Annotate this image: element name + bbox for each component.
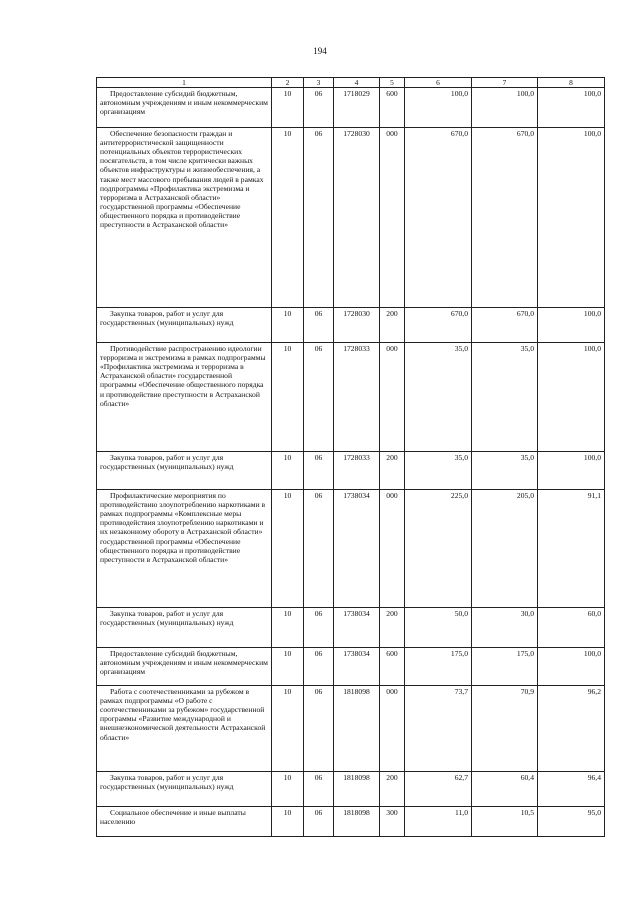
cell-section: 10 xyxy=(272,343,304,452)
cell-percent: 95,0 xyxy=(538,807,605,837)
cell-expense-type: 600 xyxy=(380,88,405,128)
row-description: Противодействие распространению идеологии терроризма и экстремизма в рамках подпрограммы «Профилактика экстремизма и терроризма в Астраханской области» государственной программы «Обеспечение общественного порядка и противодействие преступности в Астраханской области» xyxy=(97,343,272,452)
header-cell: 4 xyxy=(334,78,380,88)
table-row xyxy=(97,772,605,807)
cell-percent: 96,4 xyxy=(538,772,605,807)
cell-executed: 70,9 xyxy=(472,686,538,772)
cell-subsection: 06 xyxy=(304,490,334,608)
row-description: Предоставление субсидий бюджетным, автономным учреждениям и иным некоммерческим организациям xyxy=(97,88,272,128)
cell-planned: 50,0 xyxy=(405,608,472,648)
cell-subsection: 06 xyxy=(304,343,334,452)
cell-target-item: 1728030 xyxy=(334,128,380,308)
row-description: Социальное обеспечение и иные выплаты населению xyxy=(97,807,272,837)
cell-planned: 62,7 xyxy=(405,772,472,807)
cell-expense-type: 300 xyxy=(380,807,405,837)
cell-expense-type: 000 xyxy=(380,686,405,772)
cell-section: 10 xyxy=(272,648,304,686)
cell-executed: 670,0 xyxy=(472,128,538,308)
table-row xyxy=(97,452,605,490)
cell-percent: 100,0 xyxy=(538,452,605,490)
cell-subsection: 06 xyxy=(304,648,334,686)
cell-expense-type: 200 xyxy=(380,308,405,343)
cell-percent: 100,0 xyxy=(538,128,605,308)
cell-planned: 670,0 xyxy=(405,308,472,343)
cell-section: 10 xyxy=(272,807,304,837)
table-row xyxy=(97,343,605,452)
cell-expense-type: 200 xyxy=(380,772,405,807)
cell-percent: 100,0 xyxy=(538,308,605,343)
cell-section: 10 xyxy=(272,88,304,128)
cell-executed: 10,5 xyxy=(472,807,538,837)
row-description: Работа с соотечественниками за рубежом в рамках подпрограммы «О работе с соотечественниками за рубежом» государственной программы «Развитие международной и внешнеэкономической деятельности Астраханской области» xyxy=(97,686,272,772)
header-cell: 3 xyxy=(304,78,334,88)
header-cell: 8 xyxy=(538,78,605,88)
cell-executed: 100,0 xyxy=(472,88,538,128)
cell-expense-type: 000 xyxy=(380,490,405,608)
cell-percent: 91,1 xyxy=(538,490,605,608)
cell-expense-type: 000 xyxy=(380,128,405,308)
cell-target-item: 1818098 xyxy=(334,807,380,837)
cell-target-item: 1818098 xyxy=(334,686,380,772)
cell-section: 10 xyxy=(272,308,304,343)
cell-subsection: 06 xyxy=(304,686,334,772)
row-description: Закупка товаров, работ и услуг для государственных (муниципальных) нужд xyxy=(97,452,272,490)
cell-section: 10 xyxy=(272,686,304,772)
cell-section: 10 xyxy=(272,772,304,807)
header-cell: 1 xyxy=(97,78,272,88)
page-number: 194 xyxy=(313,46,327,56)
header-row xyxy=(97,78,605,88)
cell-target-item: 1718029 xyxy=(334,88,380,128)
header-cell: 6 xyxy=(405,78,472,88)
cell-planned: 11,0 xyxy=(405,807,472,837)
table-row xyxy=(97,128,605,308)
cell-planned: 35,0 xyxy=(405,343,472,452)
cell-planned: 175,0 xyxy=(405,648,472,686)
cell-percent: 100,0 xyxy=(538,88,605,128)
cell-section: 10 xyxy=(272,608,304,648)
cell-subsection: 06 xyxy=(304,88,334,128)
cell-percent: 100,0 xyxy=(538,648,605,686)
cell-expense-type: 600 xyxy=(380,648,405,686)
cell-subsection: 06 xyxy=(304,608,334,648)
row-description: Закупка товаров, работ и услуг для государственных (муниципальных) нужд xyxy=(97,308,272,343)
cell-executed: 30,0 xyxy=(472,608,538,648)
table-row xyxy=(97,308,605,343)
cell-percent: 100,0 xyxy=(538,343,605,452)
cell-subsection: 06 xyxy=(304,128,334,308)
cell-target-item: 1728030 xyxy=(334,308,380,343)
table-row xyxy=(97,490,605,608)
row-description: Закупка товаров, работ и услуг для государственных (муниципальных) нужд xyxy=(97,772,272,807)
cell-expense-type: 000 xyxy=(380,343,405,452)
cell-subsection: 06 xyxy=(304,772,334,807)
cell-target-item: 1818098 xyxy=(334,772,380,807)
cell-executed: 35,0 xyxy=(472,343,538,452)
cell-subsection: 06 xyxy=(304,452,334,490)
header-cell: 7 xyxy=(472,78,538,88)
cell-target-item: 1738034 xyxy=(334,490,380,608)
row-description: Обеспечение безопасности граждан и антитеррористической защищенности потенциальных объектов террористических посягательств, в том числе критически важных объектов инфраструктуры и жизнеобеспечения, а также мест массового пребывания людей в рамках подпрограммы «Профилактика экстремизма и терроризма в Астраханской области» государственной программы «Обеспечение общественного порядка и противодействие преступности в Астраханской области» xyxy=(97,128,272,308)
table-row xyxy=(97,88,605,128)
row-description: Закупка товаров, работ и услуг для государственных (муниципальных) нужд xyxy=(97,608,272,648)
cell-expense-type: 200 xyxy=(380,452,405,490)
cell-executed: 670,0 xyxy=(472,308,538,343)
cell-target-item: 1728033 xyxy=(334,452,380,490)
cell-executed: 60,4 xyxy=(472,772,538,807)
cell-subsection: 06 xyxy=(304,308,334,343)
cell-planned: 670,0 xyxy=(405,128,472,308)
cell-subsection: 06 xyxy=(304,807,334,837)
header-cell: 2 xyxy=(272,78,304,88)
cell-planned: 225,0 xyxy=(405,490,472,608)
cell-planned: 73,7 xyxy=(405,686,472,772)
cell-section: 10 xyxy=(272,452,304,490)
cell-target-item: 1728033 xyxy=(334,343,380,452)
cell-target-item: 1738034 xyxy=(334,648,380,686)
table-row xyxy=(97,608,605,648)
cell-executed: 175,0 xyxy=(472,648,538,686)
table-row xyxy=(97,686,605,772)
cell-executed: 35,0 xyxy=(472,452,538,490)
cell-planned: 35,0 xyxy=(405,452,472,490)
table-row xyxy=(97,648,605,686)
cell-planned: 100,0 xyxy=(405,88,472,128)
cell-section: 10 xyxy=(272,490,304,608)
table-row xyxy=(97,807,605,837)
row-description: Предоставление субсидий бюджетным, автономным учреждениям и иным некоммерческим организациям xyxy=(97,648,272,686)
cell-percent: 60,0 xyxy=(538,608,605,648)
cell-expense-type: 200 xyxy=(380,608,405,648)
budget-table xyxy=(96,77,605,837)
header-cell: 5 xyxy=(380,78,405,88)
row-description: Профилактические мероприятия по противодействию злоупотреблению наркотиками в рамках подпрограммы «Комплексные меры противодействия злоупотреблению наркотиками и их незаконному обороту в Астраханской области» государственной программы «Обеспечение общественного порядка и противодействие преступности в Астраханской области» xyxy=(97,490,272,608)
cell-executed: 205,0 xyxy=(472,490,538,608)
cell-target-item: 1738034 xyxy=(334,608,380,648)
cell-percent: 96,2 xyxy=(538,686,605,772)
cell-section: 10 xyxy=(272,128,304,308)
